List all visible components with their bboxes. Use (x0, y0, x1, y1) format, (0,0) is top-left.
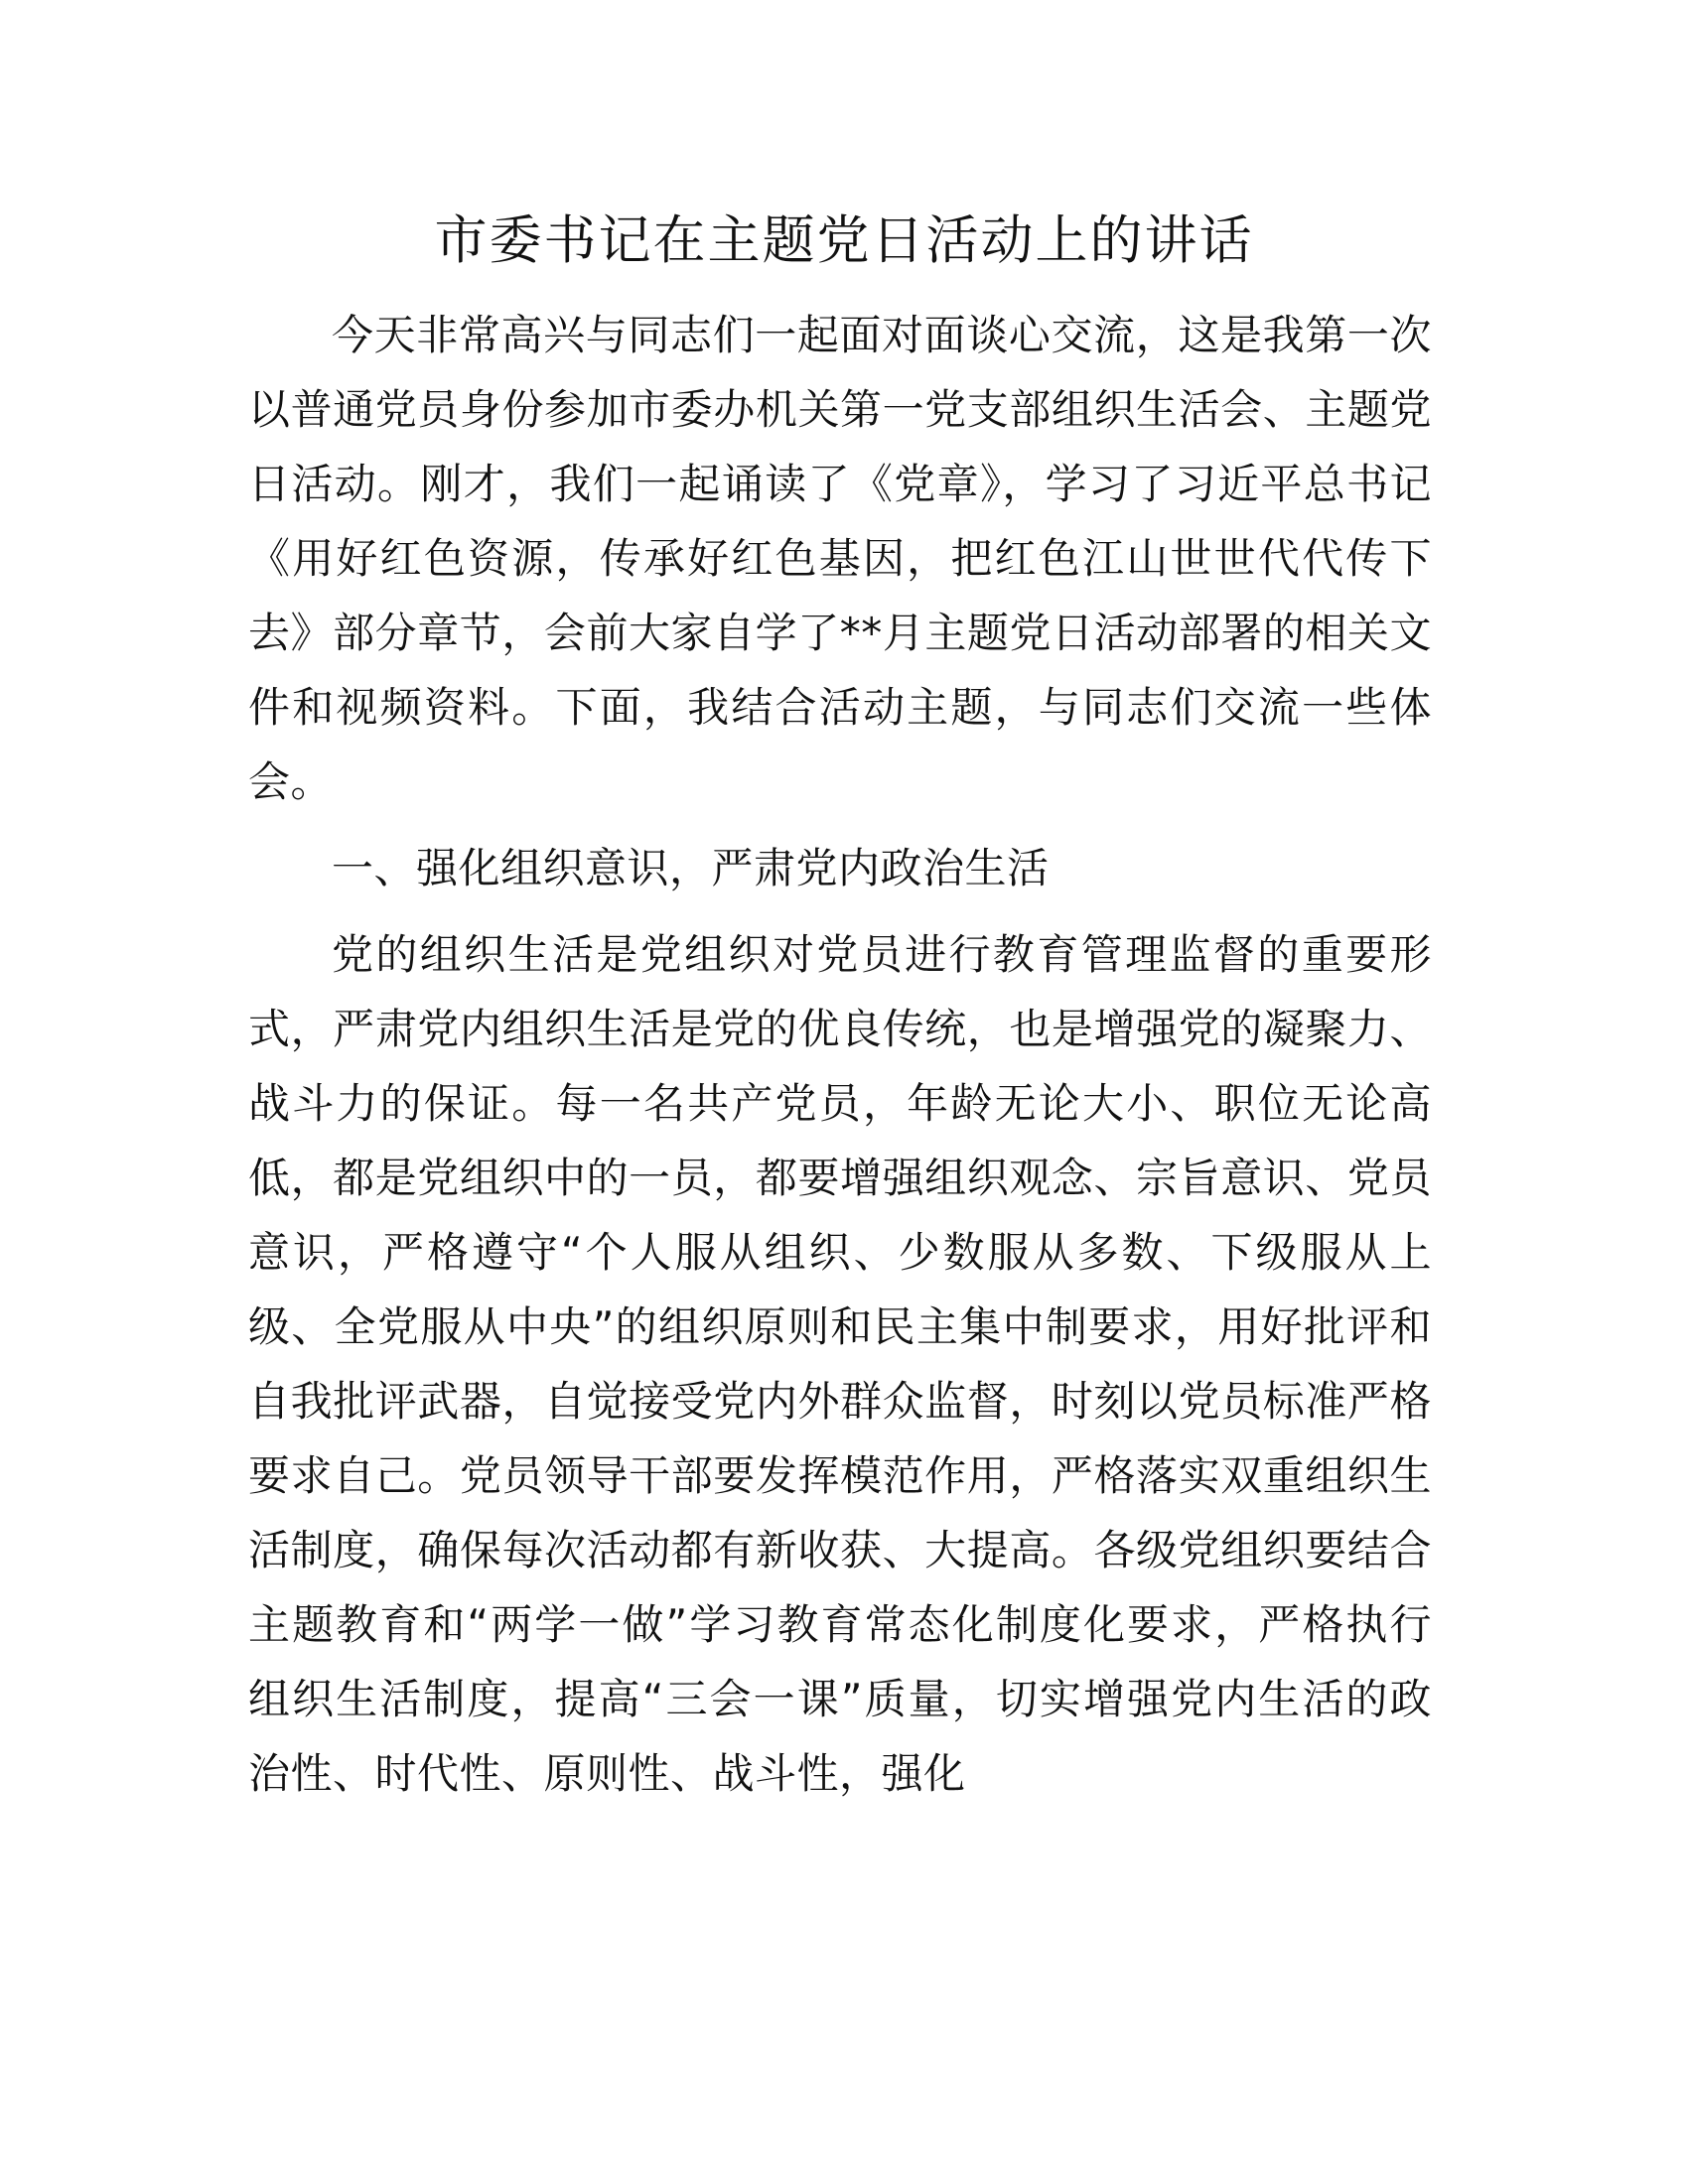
document-body (248, 298, 1432, 1811)
section-heading: 一、强化组织意识，严肃党内政治生活 (332, 844, 1050, 892)
section-paragraph: 党的组织生活是党组织对党员进行教育管理监督的重要形式，严肃党内组织生活是党的优良传统，也是增强党的凝聚力、战斗力的保证。每一名共产党员，年龄无论大小、职位无论高低，都是党组织中的一员，都要增强组织观念、宗旨意识、党员意识，严格遵守“个人服从组织、少数服从多数、下级服从上级、全党服从中央”的组织原则和民主集中制要求，用好批评和自我批评武器，自觉接受党内外群众监督，时刻以党员标准严格要求自己。党员领导干部要发挥模范作用，严格落实双重组织生活制度，确保每次活动都有新收获、大提高。各级党组织要结合主题教育和“两学一做”学习教育常态化制度化要求，严格执行组织生活制度，提高“三会一课”质量，切实增强党内生活的政治性、时代性、原则性、战斗性，强化 (248, 930, 1432, 1798)
intro-paragraph: 今天非常高兴与同志们一起面对面谈心交流，这是我第一次以普通党员身份参加市委办机关第一党支部组织生活会、主题党日活动。刚才，我们一起诵读了《党章》，学习了习近平总书记《用好红色资源，传承好红色基因，把红色江山世世代代传下去》部分章节，会前大家自学了**月主题党日活动部署的相关文件和视频资料。下面，我结合活动主题，与同志们交流一些体会。 (248, 311, 1432, 806)
document-title: 市委书记在主题党日活动上的讲话 (434, 210, 1254, 271)
